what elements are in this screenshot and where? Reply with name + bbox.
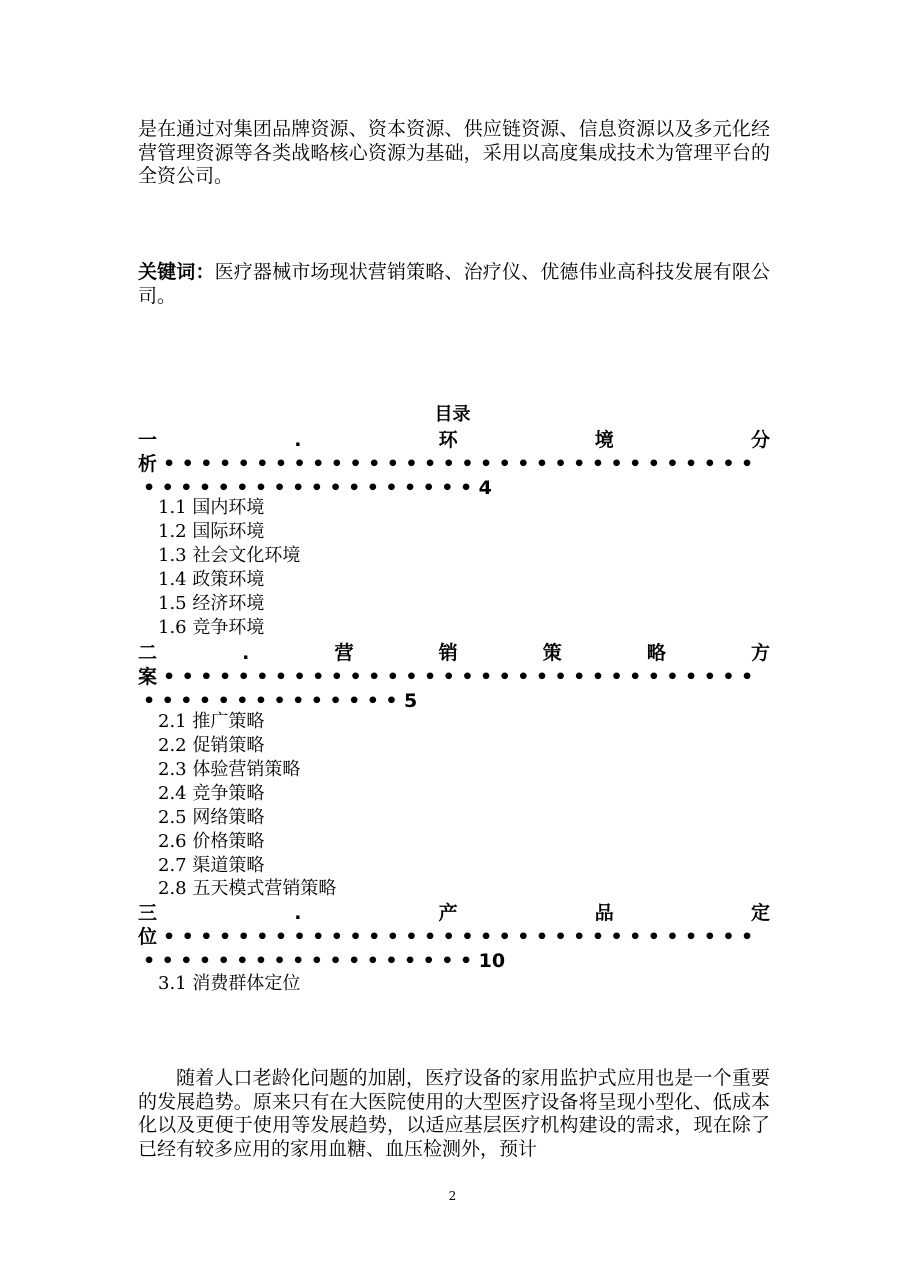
toc-item[interactable]: 2.4 竞争策略 xyxy=(158,783,265,804)
toc-section-number: 二 xyxy=(138,642,158,664)
toc-item[interactable]: 2.5 网络策略 xyxy=(158,807,265,828)
toc-section-number: 一 xyxy=(138,429,158,451)
toc-section-title-char: 略 xyxy=(646,642,666,664)
toc-section-title-char: 产 xyxy=(438,902,458,924)
toc-item[interactable]: 2.1 推广策略 xyxy=(158,711,265,732)
toc-leader-dots: •••••••••••••••••• xyxy=(143,950,479,972)
toc-item[interactable]: 2.6 价格策略 xyxy=(158,831,265,852)
toc-section-title-char: 品 xyxy=(594,902,614,924)
toc-page-number: 10 xyxy=(478,950,506,972)
toc-section-3-page-line[interactable] xyxy=(143,949,505,973)
toc-section-separator: . xyxy=(242,642,250,664)
toc-page-number: 5 xyxy=(404,690,418,712)
keywords-label: 关键词： xyxy=(138,261,215,283)
toc-section-2-leader[interactable] xyxy=(138,665,770,689)
toc-item[interactable]: 1.2 国际环境 xyxy=(158,521,265,542)
toc-section-title-char: 营 xyxy=(334,642,354,664)
toc-section-title-char: 环 xyxy=(438,429,458,451)
toc-section-1-leader[interactable] xyxy=(138,452,770,476)
toc-section-1-heading[interactable] xyxy=(138,428,770,452)
toc-section-title-char: 方 xyxy=(750,642,770,664)
toc-section-number: 三 xyxy=(138,902,158,924)
toc-section-title-char: 策 xyxy=(542,642,562,664)
toc-section-3-heading[interactable] xyxy=(138,901,770,925)
toc-leader-dots: •••••••••••••••••••••••••••••••• xyxy=(163,453,760,475)
toc-section-3-leader[interactable] xyxy=(138,925,770,949)
toc-leader-dots: •••••••••••••••••• xyxy=(143,477,479,499)
toc-item[interactable]: 2.8 五天模式营销策略 xyxy=(158,878,337,899)
toc-item[interactable]: 1.3 社会文化环境 xyxy=(158,545,301,566)
toc-leader-dots: •••••••••••••••••••••••••••••••• xyxy=(163,926,760,948)
body-paragraph: 随着人口老龄化问题的加剧，医疗设备的家用监护式应用也是一个重要的发展趋势。原来只有在大医院使用的大型医疗设备将呈现小型化、低成本化以及更便于使用等发展趋势，以适应基层医疗机构建设的需求，现在除了已经有较多应用的家用血糖、血压检测外，预计 xyxy=(138,1067,770,1160)
toc-page-number: 4 xyxy=(478,477,492,499)
toc-section-title-char: 分 xyxy=(750,429,770,451)
toc-section-title-char: 境 xyxy=(594,429,614,451)
page-number: 2 xyxy=(448,1189,457,1203)
keywords-text: 医疗器械市场现状营销策略、治疗仪、优德伟业高科技发展有限公司。 xyxy=(138,261,770,307)
toc-item[interactable]: 1.6 竞争环境 xyxy=(158,617,265,638)
toc-item[interactable]: 2.2 促销策略 xyxy=(158,735,265,756)
toc-leader-dots: •••••••••••••• xyxy=(143,690,405,712)
intro-paragraph: 是在通过对集团品牌资源、资本资源、供应链资源、信息资源以及多元化经营管理资源等各类战略核心资源为基础，采用以高度集成技术为管理平台的全资公司。 xyxy=(138,118,770,187)
toc-section-separator: . xyxy=(294,429,302,451)
toc-item[interactable]: 3.1 消费群体定位 xyxy=(158,973,301,994)
toc-section-2-heading[interactable] xyxy=(138,641,770,665)
toc-section-title-char: 销 xyxy=(438,642,458,664)
toc-section-title-char: 案 xyxy=(138,666,158,688)
toc-section-title-char: 析 xyxy=(138,453,158,475)
toc-item[interactable]: 2.3 体验营销策略 xyxy=(158,759,301,780)
toc-title: 目录 xyxy=(434,404,471,425)
toc-section-separator: . xyxy=(294,902,302,924)
keywords-paragraph xyxy=(138,261,770,308)
toc-item[interactable]: 2.7 渠道策略 xyxy=(158,855,265,876)
toc-item[interactable]: 1.4 政策环境 xyxy=(158,569,265,590)
toc-item[interactable]: 1.1 国内环境 xyxy=(158,497,265,518)
toc-item[interactable]: 1.5 经济环境 xyxy=(158,593,265,614)
toc-section-title-char: 定 xyxy=(750,902,770,924)
toc-leader-dots: •••••••••••••••••••••••••••••••• xyxy=(163,666,760,688)
toc-section-title-char: 位 xyxy=(138,926,158,948)
